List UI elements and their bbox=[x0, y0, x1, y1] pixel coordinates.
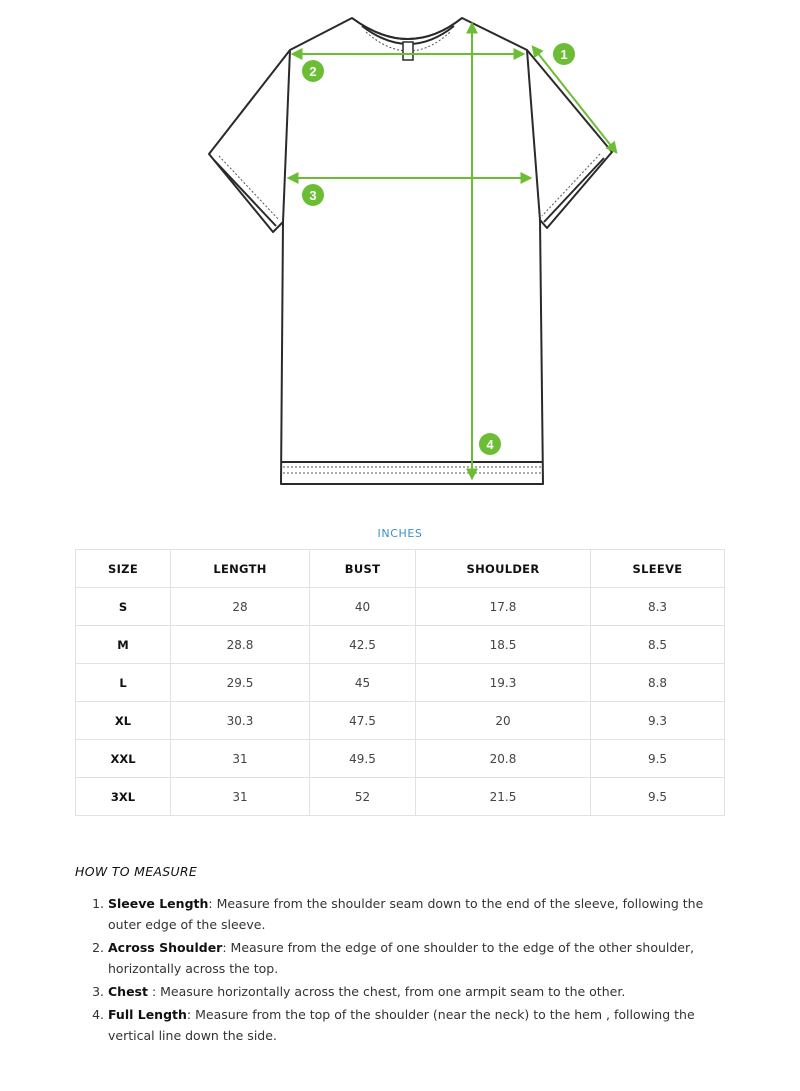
length-cell: 31 bbox=[171, 778, 310, 816]
step-term: Sleeve Length bbox=[108, 896, 209, 911]
marker-4 bbox=[479, 433, 501, 455]
step-text: Measure from the top of the shoulder (near the neck) to the hem , following the vertical line down the side. bbox=[108, 1007, 695, 1043]
step-term: Across Shoulder bbox=[108, 940, 223, 955]
list-item: 2. Across Shoulder: Measure from the edge of one shoulder to the edge of the other shoulder, horizontally across the top. bbox=[108, 937, 728, 979]
table-row bbox=[76, 664, 725, 702]
length-cell: 28 bbox=[171, 588, 310, 626]
sleeve-cell: 9.3 bbox=[591, 702, 725, 740]
size-cell: M bbox=[76, 626, 171, 664]
table-row bbox=[76, 702, 725, 740]
sleeve-cell: 9.5 bbox=[591, 740, 725, 778]
length-cell: 30.3 bbox=[171, 702, 310, 740]
marker-3 bbox=[302, 184, 324, 206]
sleeve-cell: 8.3 bbox=[591, 588, 725, 626]
size-cell: S bbox=[76, 588, 171, 626]
tshirt-diagram bbox=[0, 0, 800, 500]
shoulder-cell: 18.5 bbox=[416, 626, 591, 664]
step-text: Measure horizontally across the chest, from one armpit seam to the other. bbox=[160, 984, 626, 999]
sleeve-cell: 8.5 bbox=[591, 626, 725, 664]
bust-cell: 42.5 bbox=[310, 626, 416, 664]
table-row bbox=[76, 588, 725, 626]
bust-cell: 45 bbox=[310, 664, 416, 702]
how-to-measure-list bbox=[92, 893, 728, 1048]
shoulder-cell: 20.8 bbox=[416, 740, 591, 778]
step-term: Full Length bbox=[108, 1007, 187, 1022]
length-cell: 29.5 bbox=[171, 664, 310, 702]
table-row bbox=[76, 740, 725, 778]
table-row bbox=[76, 778, 725, 816]
size-chart-table bbox=[75, 549, 725, 816]
header-sleeve: SLEEVE bbox=[591, 550, 725, 588]
svg-text:4: 4 bbox=[486, 437, 494, 452]
marker-2 bbox=[302, 60, 324, 82]
table-row bbox=[76, 626, 725, 664]
list-item: 1. Sleeve Length: Measure from the shoulder seam down to the end of the sleeve, following the outer edge of the sleeve. bbox=[108, 893, 728, 935]
step-text: Measure from the shoulder seam down to the end of the sleeve, following the outer edge of the sleeve. bbox=[108, 896, 704, 932]
length-cell: 28.8 bbox=[171, 626, 310, 664]
table-header-row bbox=[76, 550, 725, 588]
size-cell: L bbox=[76, 664, 171, 702]
header-length: LENGTH bbox=[171, 550, 310, 588]
svg-text:3: 3 bbox=[309, 188, 317, 203]
header-bust: BUST bbox=[310, 550, 416, 588]
size-cell: 3XL bbox=[76, 778, 171, 816]
svg-text:2: 2 bbox=[309, 64, 317, 79]
bust-cell: 49.5 bbox=[310, 740, 416, 778]
tshirt-outline bbox=[209, 18, 612, 484]
size-cell: XL bbox=[76, 702, 171, 740]
sleeve-cell: 8.8 bbox=[591, 664, 725, 702]
neck-label bbox=[403, 42, 413, 60]
step-term: Chest bbox=[108, 984, 148, 999]
shoulder-cell: 17.8 bbox=[416, 588, 591, 626]
length-cell: 31 bbox=[171, 740, 310, 778]
header-shoulder: SHOULDER bbox=[416, 550, 591, 588]
list-item: 3. Chest : Measure horizontally across the chest, from one armpit seam to the other. bbox=[108, 981, 728, 1002]
svg-text:1: 1 bbox=[560, 47, 568, 62]
size-cell: XXL bbox=[76, 740, 171, 778]
list-item: 4. Full Length: Measure from the top of the shoulder (near the neck) to the hem , following the vertical line down the side. bbox=[108, 1004, 728, 1046]
shoulder-cell: 19.3 bbox=[416, 664, 591, 702]
step-text: Measure from the edge of one shoulder to the edge of the other shoulder, horizontally across the top. bbox=[108, 940, 695, 976]
how-to-measure-title: HOW TO MEASURE bbox=[75, 864, 198, 879]
header-size: SIZE bbox=[76, 550, 171, 588]
shoulder-cell: 21.5 bbox=[416, 778, 591, 816]
bust-cell: 47.5 bbox=[310, 702, 416, 740]
shoulder-cell: 20 bbox=[416, 702, 591, 740]
sleeve-cell: 9.5 bbox=[591, 778, 725, 816]
units-label: INCHES bbox=[377, 527, 423, 540]
bust-cell: 52 bbox=[310, 778, 416, 816]
bust-cell: 40 bbox=[310, 588, 416, 626]
marker-1 bbox=[553, 43, 575, 65]
